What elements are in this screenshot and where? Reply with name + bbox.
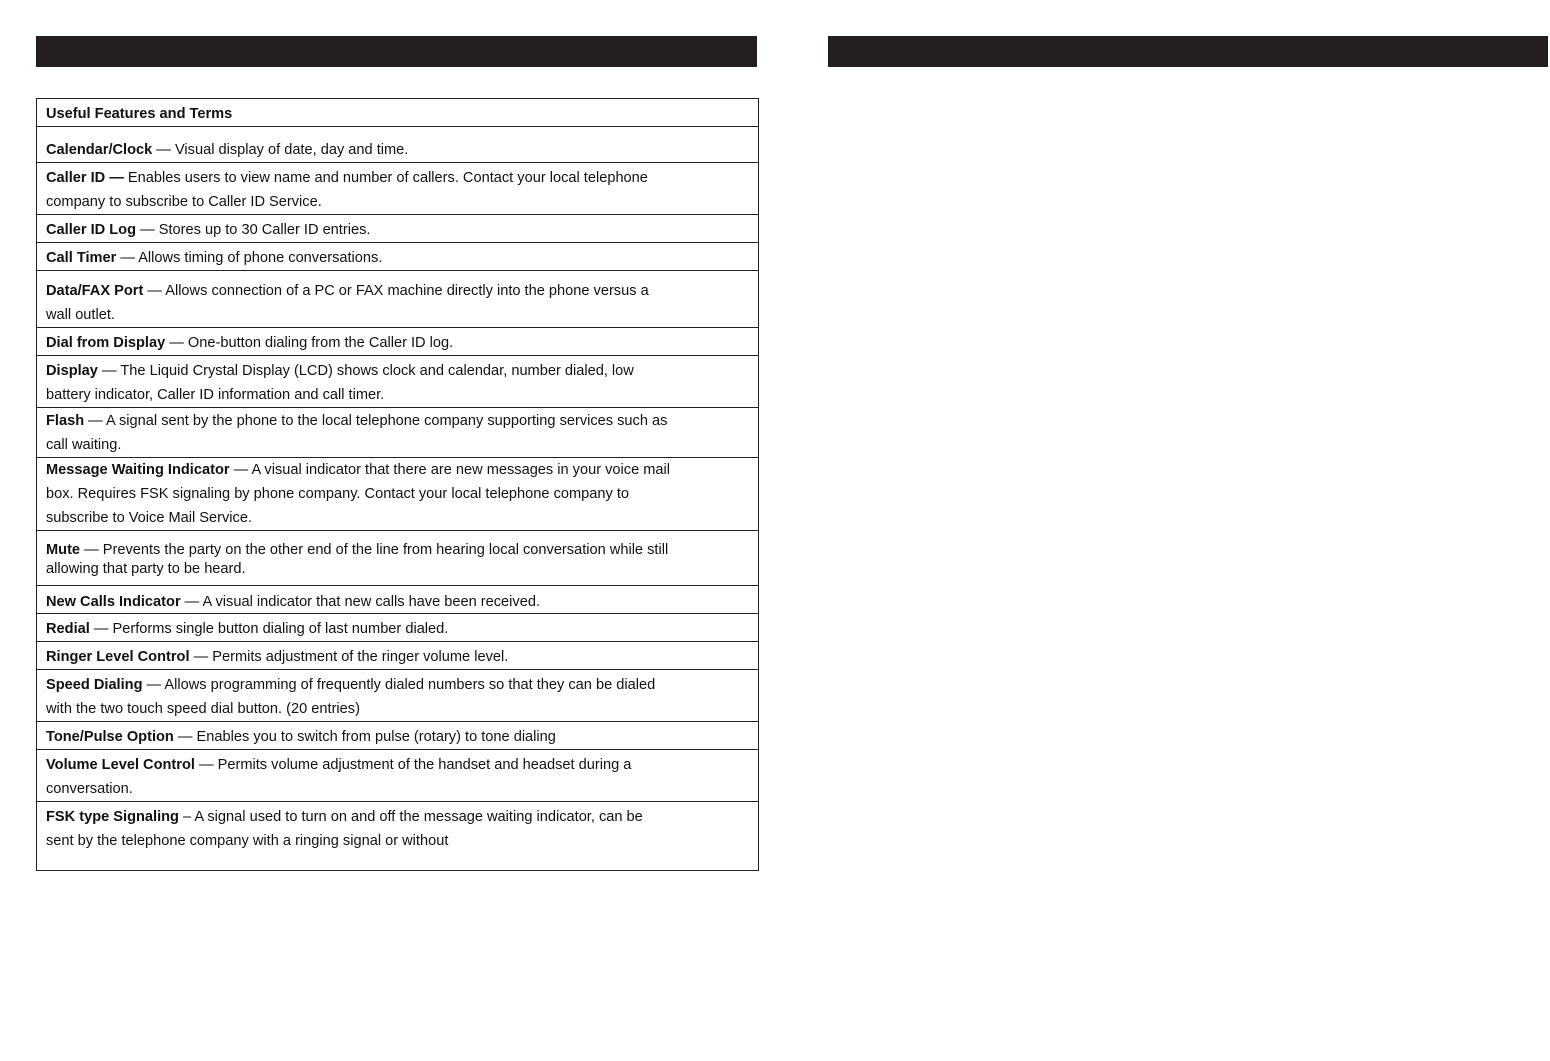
term-name: Message Waiting Indicator <box>46 462 230 478</box>
term-separator: — <box>116 250 139 266</box>
term-name: Data/FAX Port <box>46 283 144 299</box>
table-row <box>37 127 758 163</box>
table-row <box>37 458 758 531</box>
term-description-continued: box. Requires FSK signaling by phone company. Contact your local telephone company to <box>46 486 630 502</box>
term-description: The Liquid Crystal Display (LCD) shows clock and calendar, number dialed, low <box>120 363 634 379</box>
term-separator: — <box>194 757 218 773</box>
term-name: Redial <box>46 621 90 637</box>
term-separator: — <box>152 142 175 158</box>
term-name: New Calls Indicator <box>46 594 181 610</box>
term-description: Enables users to view name and number of callers. Contact your local telephone <box>127 170 648 186</box>
term-description: Visual display of date, day and time. <box>174 142 409 158</box>
term-name: Dial from Display <box>46 335 166 351</box>
table-row <box>37 356 758 408</box>
term-separator: — <box>142 677 165 693</box>
table-row <box>37 531 758 586</box>
term-name: Tone/Pulse Option <box>46 729 174 745</box>
term-description: Permits adjustment of the ringer volume level. <box>212 649 509 665</box>
table-row <box>37 614 758 642</box>
term-description-continued: conversation. <box>46 781 133 797</box>
term-separator: — <box>165 335 188 351</box>
term-separator: – <box>178 809 195 825</box>
table-heading: Useful Features and Terms <box>46 106 233 122</box>
term-description: A signal sent by the phone to the local telephone company supporting services such as <box>106 413 668 429</box>
term-description-continued: battery indicator, Caller ID information and call timer. <box>46 387 385 403</box>
left-page-header-bar <box>36 36 757 67</box>
table-row <box>37 802 758 870</box>
term-separator: — <box>97 363 121 379</box>
term-description: Allows programming of frequently dialed numbers so that they can be dialed <box>164 677 656 693</box>
term-name: FSK type Signaling <box>46 809 179 825</box>
right-page-header-bar <box>828 36 1548 67</box>
term-name: Mute <box>46 542 81 558</box>
table-row <box>37 670 758 722</box>
term-separator: — <box>89 621 113 637</box>
term-name: Volume Level Control <box>46 757 195 773</box>
term-description: A visual indicator that new calls have been received. <box>202 594 541 610</box>
term-separator: — <box>173 729 197 745</box>
term-description: Allows connection of a PC or FAX machine directly into the phone versus a <box>165 283 649 299</box>
term-description: A visual indicator that there are new messages in your voice mail <box>251 462 671 478</box>
table-row <box>37 243 758 271</box>
term-name: Caller ID — <box>46 170 124 186</box>
term-description-continued: with the two touch speed dial button. (20 entries) <box>46 701 360 717</box>
term-description: Permits volume adjustment of the handset and headset during a <box>217 757 632 773</box>
term-name: Display <box>46 363 98 379</box>
term-description: One-button dialing from the Caller ID log. <box>187 335 454 351</box>
term-description-continued: sent by the telephone company with a ringing signal or without <box>46 833 449 849</box>
term-separator: — <box>136 222 159 238</box>
term-separator: — <box>84 413 107 429</box>
term-name: Caller ID Log <box>46 222 137 238</box>
term-description: Prevents the party on the other end of the line from hearing local conversation while still <box>102 542 669 558</box>
table-row <box>37 328 758 356</box>
table-row <box>37 163 758 215</box>
term-name: Call Timer <box>46 250 117 266</box>
table-row <box>37 215 758 243</box>
term-separator: — <box>143 283 166 299</box>
table-row <box>37 408 758 458</box>
term-description-continued: company to subscribe to Caller ID Service. <box>46 194 322 210</box>
features-terms-table <box>36 98 759 871</box>
term-separator: — <box>229 462 252 478</box>
table-row <box>37 271 758 328</box>
term-separator: — <box>189 649 213 665</box>
term-name: Speed Dialing <box>46 677 143 693</box>
term-description-continued: allowing that party to be heard. <box>46 561 246 577</box>
term-description-continued: call waiting. <box>46 437 122 453</box>
term-description: A signal used to turn on and off the message waiting indicator, can be <box>194 809 643 825</box>
table-row <box>37 586 758 614</box>
table-heading-row <box>37 99 758 127</box>
table-row <box>37 642 758 670</box>
term-name: Calendar/Clock <box>46 142 153 158</box>
table-row <box>37 750 758 802</box>
term-description-continued: subscribe to Voice Mail Service. <box>46 510 253 526</box>
term-name: Ringer Level Control <box>46 649 190 665</box>
term-description: Performs single button dialing of last number dialed. <box>112 621 449 637</box>
term-separator: — <box>80 542 103 558</box>
term-description-continued: wall outlet. <box>46 307 115 323</box>
term-name: Flash <box>46 413 85 429</box>
table-row <box>37 722 758 750</box>
term-description: Stores up to 30 Caller ID entries. <box>158 222 371 238</box>
term-separator: — <box>180 594 203 610</box>
term-description: Enables you to switch from pulse (rotary) to tone dialing <box>196 729 556 745</box>
term-description: Allows timing of phone conversations. <box>138 250 383 266</box>
